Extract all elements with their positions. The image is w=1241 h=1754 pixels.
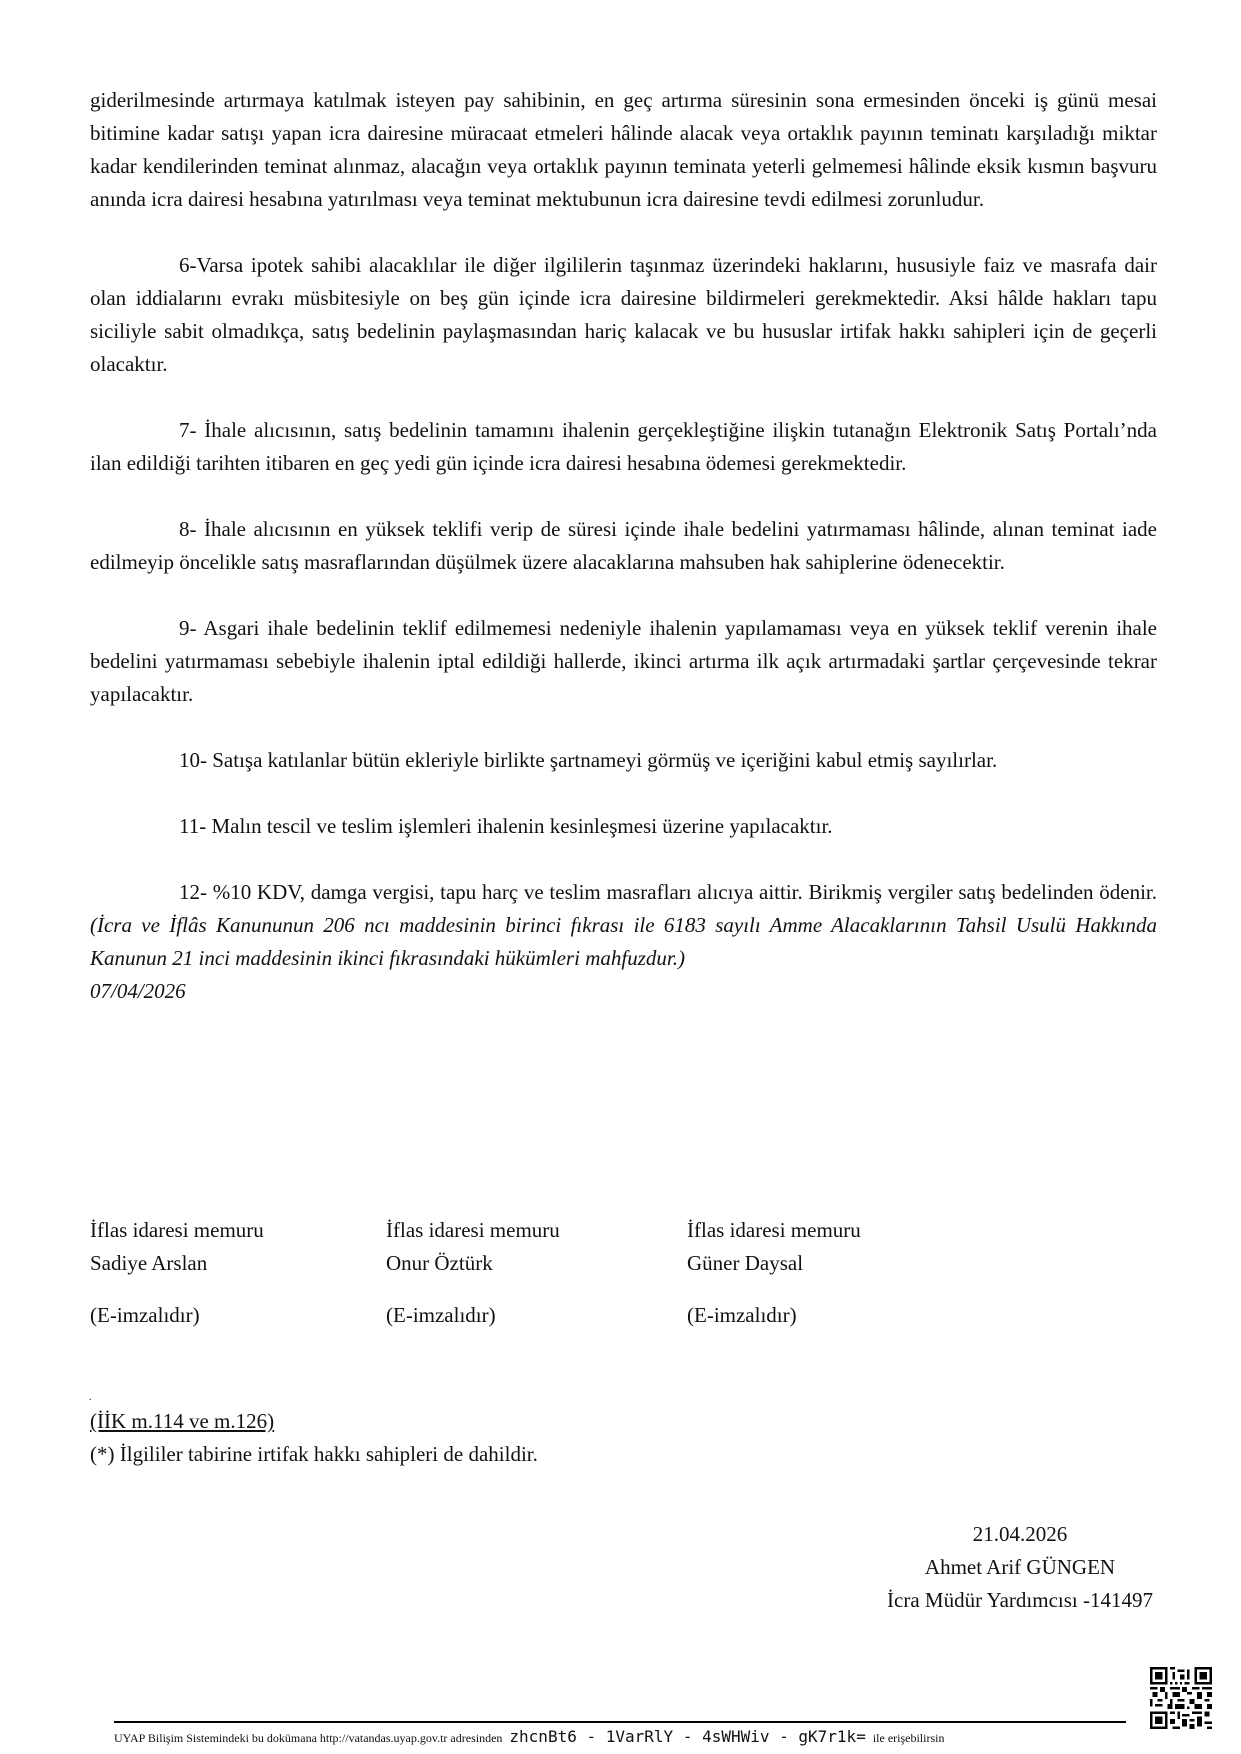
paragraph-9: 9- Asgari ihale bedelinin teklif edilmemesi nedeniyle ihalenin yapılamaması veya en yüksek teklif verenin ihale bedelini yatırmaması sebebiyle ihalenin iptal edildiği hallerde, ikinci artırma ilk açık artırmadaki şartlar çerçevesinde tekrar yapılacaktır.	[90, 616, 1157, 706]
stray-dot: .	[89, 1392, 92, 1403]
paragraph-11: 11- Malın tescil ve teslim işlemleri ihalenin kesinleşmesi üzerine yapılacaktır.	[179, 814, 833, 838]
paragraph-6: 6-Varsa ipotek sahibi alacaklılar ile diğer ilgililerin taşınmaz üzerindeki haklarını, hususiyle faiz ve masrafa dair olan iddialarını evrakı müsbitesiyle on beş gün içinde icra dairesine bildirmeleri gerekmektedir. Aksi hâlde hakları tapu siciliyle sabit olmadıkça, satış bedelinin paylaşmasından hariç kalacak ve bu hususlar irtifak hakkı sahipleri için de geçerli olacaktır.	[90, 253, 1157, 376]
document-body	[90, 84, 1157, 1008]
law-reference: (İİK m.114 ve m.126)	[90, 1409, 275, 1433]
signatory-name: Sadiye Arslan	[90, 1251, 208, 1275]
verification-code: zhcnBt6 - 1VarRlY - 4sWHWiv - gK7r1k=	[509, 1727, 866, 1746]
signer-name: Ahmet Arif GÜNGEN	[924, 1555, 1116, 1579]
law-reference-block	[90, 1405, 538, 1471]
signatory-esign: (E-imzalıdır)	[90, 1303, 200, 1327]
paragraph-12	[90, 876, 1157, 1008]
paragraph-continued: giderilmesinde artırmaya katılmak isteyen pay sahibinin, en geç artırma süresinin sona ermesinden önceki iş günü mesai bitimine kadar satışı yapan icra dairesine müracaat etmeleri hâlinde alacak veya ortaklık payının teminatı karşıladığı miktar kadar kendilerinden teminat alınmaz, alacağın veya ortaklık payının teminata yeterli gelmemesi hâlinde eksik kısmın başvuru anında icra dairesi hesabına yatırılması veya teminat mektubunun icra dairesine tevdi edilmesi zorunludur.	[90, 88, 1157, 211]
signatory-esign: (E-imzalıdır)	[687, 1303, 797, 1327]
signatory-title: İflas idaresi memuru	[687, 1218, 861, 1242]
signatory	[90, 1214, 370, 1332]
paragraph-10: 10- Satışa katılanlar bütün ekleriyle birlikte şartnameyi görmüş ve içeriğini kabul etmiş sayılırlar.	[179, 748, 998, 772]
signatory	[386, 1214, 666, 1332]
signatory-name: Güner Daysal	[687, 1251, 804, 1275]
footer	[114, 1727, 944, 1748]
signatory-name: Onur Öztürk	[386, 1251, 493, 1275]
paragraph-12-date: 07/04/2026	[90, 979, 186, 1003]
law-note: (*) İlgililer tabirine irtifak hakkı sahipleri de dahildir.	[90, 1442, 538, 1466]
paragraph-7: 7- İhale alıcısının, satış bedelinin tamamını ihalenin gerçekleştiğine ilişkin tutanağın Elektronik Satış Portalı’nda ilan edildiği tarihten itibaren en geç yedi gün içinde icra dairesi hesabına ödemesi gerekmektedir.	[90, 418, 1157, 475]
paragraph-12-text: 12- %10 KDV, damga vergisi, tapu harç ve teslim masrafları alıcıya aittir. Birikmiş vergiler satış bedelinden ödenir.	[179, 880, 1157, 904]
paragraph-8: 8- İhale alıcısının en yüksek teklifi verip de süresi içinde ihale bedelini yatırmaması hâlinde, alınan teminat iade edilmeyip öncelikle satış masraflarından düşülmek üzere alacaklarına mahsuben hak sahiplerine ödenecektir.	[90, 517, 1157, 574]
footer-suffix: ile erişebilirsin	[872, 1731, 945, 1745]
signatory-title: İflas idaresi memuru	[386, 1218, 560, 1242]
signer-date: 21.04.2026	[972, 1522, 1068, 1546]
footer-prefix: UYAP Bilişim Sistemindeki bu dokümana http://vatandas.uyap.gov.tr adresinden	[114, 1731, 503, 1745]
signatory-esign: (E-imzalıdır)	[386, 1303, 496, 1327]
footer-divider	[114, 1721, 1126, 1723]
signer-block	[840, 1518, 1200, 1617]
signer-title: İcra Müdür Yardımcısı -141497	[887, 1588, 1153, 1612]
signatory-title: İflas idaresi memuru	[90, 1218, 264, 1242]
paragraph-12-legal-note: (İcra ve İflâs Kanununun 206 ncı maddesinin birinci fıkrası ile 6183 sayılı Amme Alacaklarının Tahsil Usulü Hakkında Kanunun 21 inci maddesinin ikinci fıkrasındaki hükümleri mahfuzdur.)	[90, 913, 1157, 970]
qr-code-icon	[1150, 1667, 1212, 1729]
signatory	[687, 1214, 967, 1332]
